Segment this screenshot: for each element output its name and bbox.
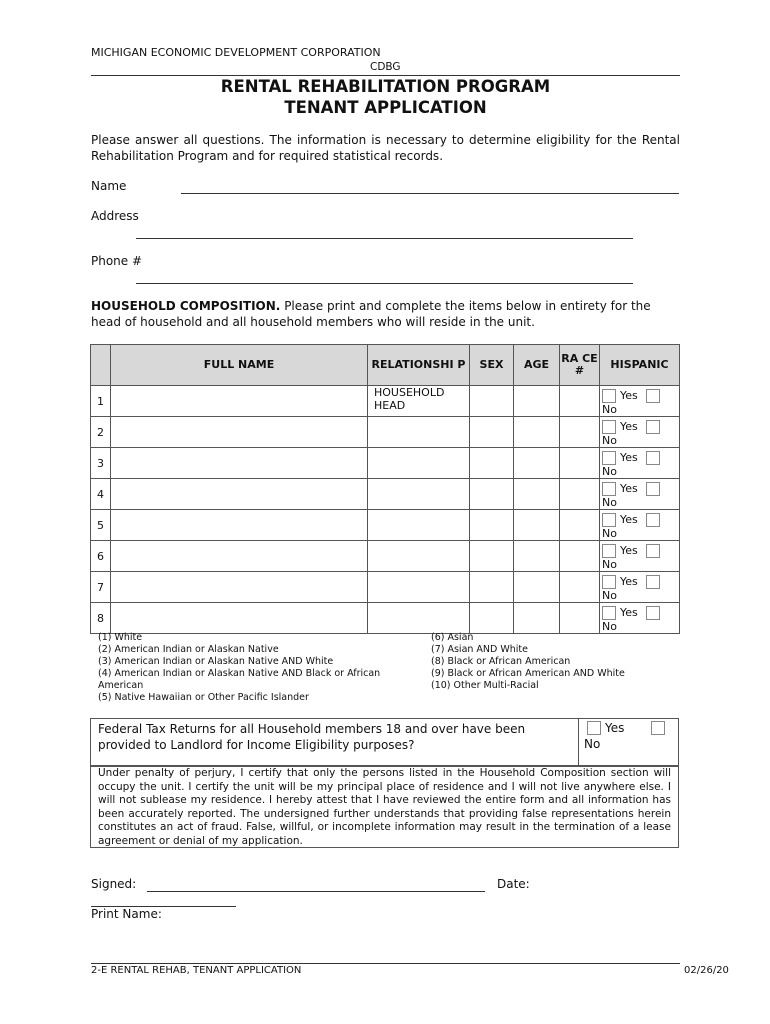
row-number: 2 xyxy=(91,417,111,448)
household-table xyxy=(90,344,680,634)
col-race-header: RA CE # xyxy=(560,345,600,386)
row-number: 1 xyxy=(91,386,111,417)
intro-text: Please answer all questions. The information is necessary to determine eligibility for the Rental Rehabilitation Program and for required statistical records. xyxy=(91,133,680,163)
hispanic-no-label: No xyxy=(602,465,617,478)
age-cell[interactable] xyxy=(514,572,560,603)
hispanic-no-checkbox[interactable] xyxy=(646,513,660,527)
row-number: 3 xyxy=(91,448,111,479)
sex-cell[interactable] xyxy=(470,448,514,479)
col-number-header xyxy=(91,345,111,386)
hispanic-no-checkbox[interactable] xyxy=(646,482,660,496)
full-name-cell[interactable] xyxy=(111,448,368,479)
sex-cell[interactable] xyxy=(470,572,514,603)
hispanic-yes-checkbox[interactable] xyxy=(602,544,616,558)
col-sex-header: SEX xyxy=(470,345,514,386)
relationship-cell[interactable] xyxy=(368,417,470,448)
full-name-cell[interactable] xyxy=(111,603,368,634)
tax-returns-question: Federal Tax Returns for all Household members 18 and over have been provided to Landlord for Income Eligibility purposes? xyxy=(98,722,526,752)
tax-no-checkbox[interactable] xyxy=(651,721,665,735)
col-hispanic-header: HISPANIC xyxy=(600,345,680,386)
hispanic-yes-checkbox[interactable] xyxy=(602,513,616,527)
form-title-line2: TENANT APPLICATION xyxy=(284,98,487,117)
race-code: (9) Black or African American AND White xyxy=(431,668,625,679)
sex-cell[interactable] xyxy=(470,510,514,541)
hispanic-yes-checkbox[interactable] xyxy=(602,420,616,434)
name-input-line[interactable] xyxy=(181,193,679,194)
hispanic-no-checkbox[interactable] xyxy=(646,575,660,589)
hispanic-cell xyxy=(600,448,680,479)
race-code: (5) Native Hawaiian or Other Pacific Islander xyxy=(98,692,309,703)
hispanic-no-checkbox[interactable] xyxy=(646,451,660,465)
race-code: (1) White xyxy=(98,632,143,643)
header-divider xyxy=(91,75,680,76)
phone-input-line[interactable] xyxy=(136,283,633,284)
hispanic-cell xyxy=(600,479,680,510)
program-code: CDBG xyxy=(370,61,401,73)
race-cell[interactable] xyxy=(560,386,600,417)
tax-yes-label: Yes xyxy=(605,721,625,735)
print-name-label: Print Name: xyxy=(91,907,162,921)
hispanic-yes-checkbox[interactable] xyxy=(602,575,616,589)
race-code: (3) American Indian or Alaskan Native AND White xyxy=(98,656,334,667)
age-cell[interactable] xyxy=(514,603,560,634)
tax-box-divider xyxy=(578,719,579,765)
table-row xyxy=(91,479,680,510)
table-row xyxy=(91,448,680,479)
hispanic-yes-label: Yes xyxy=(620,606,638,619)
race-code: (10) Other Multi-Racial xyxy=(431,680,539,691)
hispanic-cell xyxy=(600,386,680,417)
hispanic-cell xyxy=(600,541,680,572)
hispanic-no-checkbox[interactable] xyxy=(646,606,660,620)
sex-cell[interactable] xyxy=(470,386,514,417)
hispanic-no-label: No xyxy=(602,620,617,633)
relationship-cell[interactable] xyxy=(368,448,470,479)
full-name-cell[interactable] xyxy=(111,510,368,541)
phone-label: Phone # xyxy=(91,254,143,268)
hispanic-yes-label: Yes xyxy=(620,575,638,588)
household-instructions-text: Please print and complete the items below in entirety for the head of household and all household members who will reside in the unit. xyxy=(91,299,651,329)
race-code: (7) Asian AND White xyxy=(431,644,528,655)
table-header-row xyxy=(91,345,680,386)
relationship-cell[interactable] xyxy=(368,603,470,634)
footer-date: 02/26/20 xyxy=(684,965,729,976)
hispanic-yes-label: Yes xyxy=(620,420,638,433)
hispanic-yes-label: Yes xyxy=(620,513,638,526)
hispanic-no-label: No xyxy=(602,434,617,447)
full-name-cell[interactable] xyxy=(111,572,368,603)
full-name-cell[interactable] xyxy=(111,541,368,572)
race-cell[interactable] xyxy=(560,448,600,479)
col-age-header: AGE xyxy=(514,345,560,386)
full-name-cell[interactable] xyxy=(111,386,368,417)
table-row xyxy=(91,541,680,572)
row-number: 5 xyxy=(91,510,111,541)
organization-name: MICHIGAN ECONOMIC DEVELOPMENT CORPORATION xyxy=(91,46,381,59)
relationship-cell[interactable] xyxy=(368,479,470,510)
race-code: (2) American Indian or Alaskan Native xyxy=(98,644,279,655)
race-cell[interactable] xyxy=(560,479,600,510)
relationship-cell[interactable] xyxy=(368,572,470,603)
row-number: 4 xyxy=(91,479,111,510)
hispanic-cell xyxy=(600,510,680,541)
full-name-cell[interactable] xyxy=(111,479,368,510)
row-number: 7 xyxy=(91,572,111,603)
sex-cell[interactable] xyxy=(470,417,514,448)
hispanic-cell xyxy=(600,417,680,448)
address-label: Address xyxy=(91,209,139,223)
hispanic-yes-checkbox[interactable] xyxy=(602,482,616,496)
hispanic-cell xyxy=(600,572,680,603)
table-row xyxy=(91,510,680,541)
race-cell[interactable] xyxy=(560,603,600,634)
relationship-cell[interactable]: HOUSEHOLD HEAD xyxy=(368,386,470,417)
hispanic-yes-label: Yes xyxy=(620,389,638,402)
full-name-cell[interactable] xyxy=(111,417,368,448)
race-cell[interactable] xyxy=(560,572,600,603)
relationship-cell[interactable] xyxy=(368,541,470,572)
hispanic-no-label: No xyxy=(602,558,617,571)
household-heading: HOUSEHOLD COMPOSITION. xyxy=(91,299,281,313)
hispanic-no-label: No xyxy=(602,589,617,602)
race-code: (4) American Indian or Alaskan Native AND Black or African American xyxy=(98,668,381,691)
signed-label: Signed: xyxy=(91,877,137,891)
hispanic-yes-checkbox[interactable] xyxy=(602,606,616,620)
row-number: 6 xyxy=(91,541,111,572)
certification-statement: Under penalty of perjury, I certify that only the persons listed in the Household Composition section will occupy the unit. I certify the unit will be my principal place of residence and I will not live anywhere else. I will not sublease my residence. I hereby attest that I have reviewed the entire form and all information has been accurately reported. The undersigned further understands that providing false representations herein constitutes an act of fraud. False, willful, or incomplete information may result in the termination of a lease agreement or denial of my application. xyxy=(90,766,679,848)
footer-form-id: 2-E RENTAL REHAB, TENANT APPLICATION xyxy=(91,965,302,976)
col-relationship-header: RELATIONSHI P xyxy=(368,345,470,386)
race-cell[interactable] xyxy=(560,417,600,448)
name-label: Name xyxy=(91,179,127,193)
hispanic-yes-label: Yes xyxy=(620,544,638,557)
race-codes-left xyxy=(98,632,408,704)
age-cell[interactable] xyxy=(514,417,560,448)
table-row xyxy=(91,417,680,448)
table-row xyxy=(91,603,680,634)
tax-yes-checkbox[interactable] xyxy=(587,721,601,735)
sex-cell[interactable] xyxy=(470,541,514,572)
hispanic-no-label: No xyxy=(602,527,617,540)
footer-divider xyxy=(91,963,680,964)
hispanic-yes-label: Yes xyxy=(620,451,638,464)
race-code: (8) Black or African American xyxy=(431,656,571,667)
sex-cell[interactable] xyxy=(470,479,514,510)
form-title-line1: RENTAL REHABILITATION PROGRAM xyxy=(220,77,551,96)
hispanic-yes-checkbox[interactable] xyxy=(602,389,616,403)
age-cell[interactable] xyxy=(514,386,560,417)
hispanic-no-checkbox[interactable] xyxy=(646,389,660,403)
hispanic-no-checkbox[interactable] xyxy=(646,544,660,558)
row-number: 8 xyxy=(91,603,111,634)
hispanic-cell xyxy=(600,603,680,634)
hispanic-yes-label: Yes xyxy=(620,482,638,495)
race-codes-right xyxy=(431,632,676,692)
date-label: Date: xyxy=(497,877,530,891)
race-cell[interactable] xyxy=(560,510,600,541)
tax-no-label: No xyxy=(584,737,601,751)
relationship-cell[interactable] xyxy=(368,510,470,541)
age-cell[interactable] xyxy=(514,479,560,510)
hispanic-no-label: No xyxy=(602,403,617,416)
table-row xyxy=(91,386,680,417)
hispanic-no-checkbox[interactable] xyxy=(646,420,660,434)
age-cell[interactable] xyxy=(514,541,560,572)
tax-returns-box xyxy=(90,718,679,766)
household-instructions xyxy=(91,298,680,330)
sex-cell[interactable] xyxy=(470,603,514,634)
table-row xyxy=(91,572,680,603)
age-cell[interactable] xyxy=(514,510,560,541)
hispanic-no-label: No xyxy=(602,496,617,509)
race-code: (6) Asian xyxy=(431,632,474,643)
race-cell[interactable] xyxy=(560,541,600,572)
age-cell[interactable] xyxy=(514,448,560,479)
signature-line[interactable] xyxy=(147,891,485,892)
col-full-name-header: FULL NAME xyxy=(111,345,368,386)
address-input-line[interactable] xyxy=(136,238,633,239)
hispanic-yes-checkbox[interactable] xyxy=(602,451,616,465)
